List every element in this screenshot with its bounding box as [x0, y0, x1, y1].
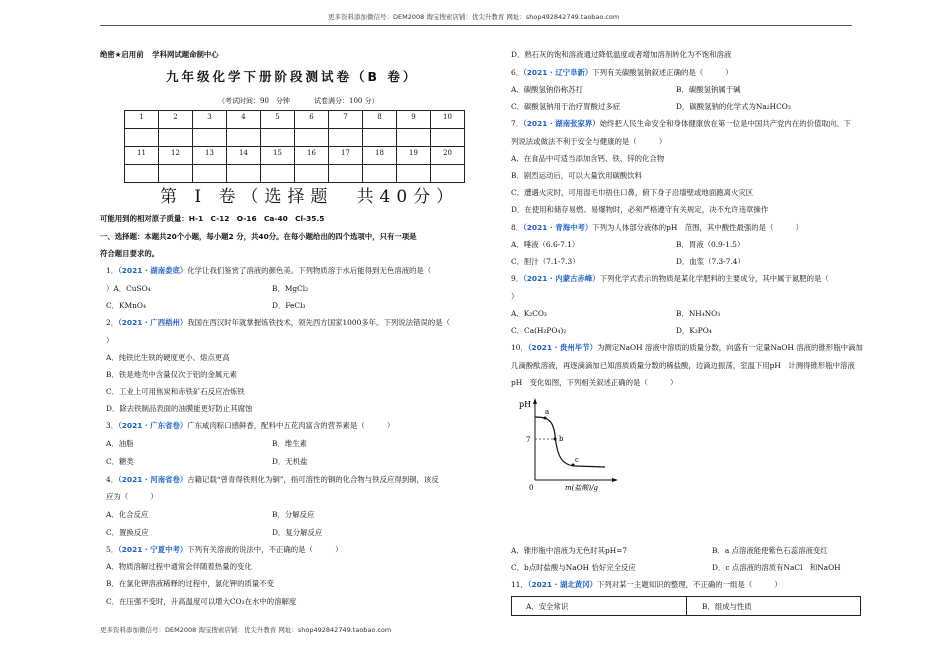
- q2-option-d: D．除去铁制品表面的油膜能更好防止其腐蚀: [106, 404, 253, 413]
- q5-option-c: C．在压强不变时，升高温度可以增大CO₂在水中的溶解度: [106, 597, 297, 606]
- q-text: 为测定NaOH 溶液中溶质的质量分数，向盛有一定量NaOH 溶液的锥形瓶中滴加: [596, 343, 863, 352]
- score-cell: 5: [261, 111, 295, 129]
- score-blank-2: [125, 165, 465, 183]
- score-row-1: [125, 111, 465, 129]
- blank-cell: [431, 129, 465, 147]
- q3-option-b: B．维生素: [272, 439, 307, 448]
- q10-option-c: C．b点时盐酸与NaOH 恰好完全反应: [511, 563, 636, 572]
- score-cell: 12: [159, 147, 193, 165]
- origin-label: 0: [529, 484, 534, 492]
- q8-option-c: C．胆汁（7.1-7.3）: [511, 257, 580, 266]
- q9-option-d: D．K₃PO₄: [676, 326, 712, 335]
- label-b: b: [559, 435, 564, 443]
- score-row-2: [125, 147, 465, 165]
- q1-option-c: C．KMnO₄: [106, 301, 146, 310]
- q2-cont: ）: [106, 336, 114, 345]
- top-note: 更多资料添加微信号：DEM2008 淘宝搜索店铺：优尖升教育 网址：shop492842749.taobao.com: [328, 13, 620, 21]
- q4-option-a: A．化合反应: [106, 510, 149, 519]
- q10-option-d: D．c 点溶液的溶质有NaCl 和NaOH: [712, 563, 841, 572]
- question-8: [511, 223, 803, 233]
- q2-option-b: B．铁是地壳中含量仅次于铝的金属元素: [106, 370, 238, 379]
- q9-option-b: B．NH₄NO₃: [676, 309, 721, 318]
- blank-cell: [261, 165, 295, 183]
- question-7: [511, 119, 851, 129]
- q7-option-c: C．遭遇火灾时，可用湿毛巾捂住口鼻，俯下身子沿墙壁或地面跑离火灾区: [511, 188, 754, 197]
- q4-cont: 应为（ ）: [106, 492, 158, 501]
- blank-cell: [125, 129, 159, 147]
- score-cell: 14: [227, 147, 261, 165]
- q-source: （2021 · 青海中考）: [523, 223, 593, 232]
- score-cell: 6: [295, 111, 329, 129]
- exam-time: （考试时间：90 分钟: [218, 97, 290, 105]
- q4-option-b: B．分解反应: [272, 510, 315, 519]
- y-arrow: [533, 398, 537, 404]
- bottom-note: 更多资料添加微信号：DEM2008 淘宝搜索店铺：优尖升教育 网址：shop492842749.taobao.com: [100, 626, 392, 634]
- score-cell: 20: [431, 147, 465, 165]
- q6-option-a: A．碳酸氢钠俗称苏打: [511, 85, 583, 94]
- q6-option-c: C．碳酸氢钠用于治疗胃酸过多症: [511, 102, 621, 111]
- score-cell: 1: [125, 111, 159, 129]
- q6-option-b: B．碳酸氢钠属于碱: [676, 85, 741, 94]
- blank-cell: [329, 165, 363, 183]
- q3-option-c: C．糖类: [106, 457, 134, 466]
- q4-option-c: C．置换反应: [106, 528, 149, 537]
- q5-option-b: B．在氯化钾溶液稀释的过程中，氯化钾的质量不变: [106, 579, 275, 588]
- ph-graph: [515, 395, 625, 495]
- instructions-1: 一、选择题：本题共20个小题，每小题2 分，共40分。在每小题给出的四个选项中，只有一项是: [100, 232, 417, 241]
- q2-option-a: A．纯铁比生铁的硬度更小、熔点更高: [106, 353, 230, 362]
- blank-cell: [125, 165, 159, 183]
- q1-option-d: D．FeCl₃: [272, 301, 306, 310]
- q10-line-3: pH 变化如图，下列相关叙述正确的是（ ）: [511, 378, 678, 387]
- score-cell: 16: [295, 147, 329, 165]
- q2-option-c: C．工业上可用焦炭和赤铁矿石反应冶炼铁: [106, 387, 245, 396]
- q10-option-a: A．锥形瓶中溶液为无色时其pH=7: [511, 546, 628, 555]
- blank-cell: [227, 165, 261, 183]
- score-cell: 19: [397, 147, 431, 165]
- q3-option-d: D．无机盐: [272, 457, 308, 466]
- secret-label: [100, 50, 219, 60]
- q8-option-a: A．唾液（6.6-7.1）: [511, 240, 580, 249]
- q6-option-d: D．碳酸氢钠的化学式为Na₂HCO₃: [676, 102, 791, 111]
- q7-option-a: A．在食品中可适当添加含钙、铁、锌的化合物: [511, 154, 665, 163]
- q-text: 下列有关碳酸氢钠叙述正确的是（ ）: [592, 68, 733, 77]
- q-num: 11．: [511, 580, 528, 589]
- q9-option-a: A．K₂CO₃: [511, 309, 547, 318]
- q-source: （2021 · 宁夏中考）: [118, 545, 188, 554]
- q-text: 下列有关溶液的说法中，不正确的是（ ）: [187, 545, 343, 554]
- blank-cell: [329, 129, 363, 147]
- label-a: a: [545, 408, 550, 416]
- q5-option-a: A．物质溶解过程中通常会伴随着热量的变化: [106, 562, 252, 571]
- q8-option-b: B．胃液（0.9-1.5）: [676, 240, 745, 249]
- blank-cell: [363, 165, 397, 183]
- question-4: [106, 475, 439, 485]
- q11-cell-a: A．安全常识: [526, 602, 569, 611]
- secret-text: 绝密★启用前: [100, 50, 144, 59]
- blank-cell: [363, 129, 397, 147]
- q-text: 化学让我们鉴赏了溶液的颜色美。下列物质溶于水后能得到无色溶液的是（: [187, 266, 432, 275]
- q-source: （2021 · 广西梧州）: [118, 318, 188, 327]
- table-divider: [686, 597, 687, 616]
- score-cell: 8: [363, 111, 397, 129]
- question-3: [106, 421, 394, 431]
- x-label: m(盐酸)/g: [565, 484, 598, 492]
- q11-table: [511, 596, 861, 616]
- q-text: 下列对某一主题知识的整理，不正确的一组是（ ）: [596, 580, 782, 589]
- q-source: （2021 · 广东省卷）: [118, 421, 188, 430]
- q-source: （2021 · 辽宁阜新）: [523, 68, 593, 77]
- q-num: 4．: [106, 475, 119, 484]
- blank-cell: [159, 129, 193, 147]
- question-9: [511, 274, 829, 284]
- y-label: pH: [519, 400, 532, 409]
- score-cell: 9: [397, 111, 431, 129]
- question-2: [106, 318, 450, 328]
- q-num: 3．: [106, 421, 119, 430]
- top-divider: [100, 25, 852, 26]
- paper-title: 九年级化学下册阶段测试卷（B 卷）: [166, 69, 419, 84]
- q9-cont: ）: [511, 292, 519, 301]
- ph-curve: [535, 417, 605, 467]
- point-b: [554, 438, 557, 441]
- label-c: c: [575, 456, 579, 464]
- blank-cell: [295, 165, 329, 183]
- q-text: 古籍记载“曾青得铁则化为铜”，指可溶性的铜的化合物与铁反应得到铜，该反: [187, 475, 439, 484]
- question-11: [511, 580, 782, 590]
- score-cell: 4: [227, 111, 261, 129]
- q-source: （2021 · 湖南娄底）: [118, 266, 188, 275]
- q4-option-d: D．复分解反应: [272, 528, 323, 537]
- question-1: [106, 266, 431, 276]
- q-source: （2021 · 贵州毕节）: [527, 343, 597, 352]
- q-source: （2021 · 湖北黄冈）: [527, 580, 597, 589]
- q1-option-a: ）A．CuSO₄: [106, 284, 151, 293]
- q9-option-c: C．Ca(H₂PO₄)₂: [511, 326, 567, 335]
- q-num: 8．: [511, 223, 524, 232]
- score-cell: 13: [193, 147, 227, 165]
- blank-cell: [431, 165, 465, 183]
- q10-line-2: 几滴酚酞溶液，再逐滴滴加已知溶质质量分数的稀盐酸，边滴边振荡，室温下用pH 计测得锥形瓶中溶液: [511, 361, 855, 370]
- blank-cell: [295, 129, 329, 147]
- q7-option-b: B．剧烈运动后，可以大量饮用碳酸饮料: [511, 171, 643, 180]
- score-cell: 10: [431, 111, 465, 129]
- blank-cell: [261, 129, 295, 147]
- question-10: [511, 343, 863, 353]
- q-source: （2021 · 河南省卷）: [118, 475, 188, 484]
- score-cell: 17: [329, 147, 363, 165]
- atomic-mass: 可能用到的相对原子质量：H-1 C-12 O-16 Ca-40 Cl-35.5: [100, 214, 325, 223]
- q-num: 1．: [106, 266, 119, 275]
- q1-option-b: B．MgCl₂: [272, 284, 309, 293]
- q-source: （2021 · 湖南张家界）: [523, 119, 600, 128]
- blank-cell: [193, 129, 227, 147]
- center-text: 学科网试题命制中心: [152, 50, 219, 59]
- q7-option-d: D．在使用和储存易燃、易爆物时，必须严格遵守有关规定，决不允许违章操作: [511, 205, 769, 214]
- instructions-2: 符合题目要求的。: [100, 249, 160, 258]
- x-arrow: [612, 478, 618, 482]
- score-cell: 2: [159, 111, 193, 129]
- q7-cont: 列说法或做法不利于安全与健康的是（ ）: [511, 137, 667, 146]
- q-source: （2021 · 内蒙古赤峰）: [523, 274, 600, 283]
- point-a: [544, 417, 547, 420]
- q-num: 9．: [511, 274, 524, 283]
- q3-option-a: A．油脂: [106, 439, 134, 448]
- score-cell: 7: [329, 111, 363, 129]
- q-text: 下列化学式表示的物质是某化学肥料的主要成分，其中属于氮肥的是（: [599, 274, 829, 283]
- q-num: 10．: [511, 343, 528, 352]
- tick-7: 7: [526, 436, 531, 444]
- blank-cell: [227, 129, 261, 147]
- question-5: [106, 545, 342, 555]
- blank-cell: [159, 165, 193, 183]
- exam-score: 试卷满分：100 分）: [314, 97, 379, 105]
- blank-cell: [397, 165, 431, 183]
- section-title: 第 Ⅰ 卷（选择题 共40分）: [160, 187, 460, 207]
- score-cell: 3: [193, 111, 227, 129]
- blank-cell: [397, 129, 431, 147]
- q-text: 广东咸肉粽口感鲜香，配料中五花肉富含的营养素是（ ）: [187, 421, 395, 430]
- q10-option-b: B．a 点溶液能使紫色石蕊溶液变红: [712, 546, 828, 555]
- q-num: 7．: [511, 119, 524, 128]
- score-blank-1: [125, 129, 465, 147]
- score-cell: 15: [261, 147, 295, 165]
- score-table: [124, 110, 465, 183]
- q11-cell-b: B．组成与性质: [702, 602, 752, 611]
- q5-option-d: D．熟石灰的饱和溶液通过降低温度或者增加溶剂转化为不饱和溶液: [511, 50, 732, 59]
- score-cell: 11: [125, 147, 159, 165]
- q-text: 我国在西汉时年就掌握炼铁技术，领先西方国家1000多年。下列说法错误的是（: [187, 318, 450, 327]
- q-text: 始终把人民生命安全和身体健康放在第一位是中国共产党内在的价值取向。下: [599, 119, 851, 128]
- q-num: 6．: [511, 68, 524, 77]
- blank-cell: [193, 165, 227, 183]
- question-6: [511, 68, 733, 78]
- q8-option-d: D．血浆（7.3-7.4）: [676, 257, 745, 266]
- q-num: 5．: [106, 545, 119, 554]
- q-text: 下列为人体部分液体的pH 范围，其中酸性最强的是（ ）: [592, 223, 803, 232]
- q-num: 2．: [106, 318, 119, 327]
- score-cell: 18: [363, 147, 397, 165]
